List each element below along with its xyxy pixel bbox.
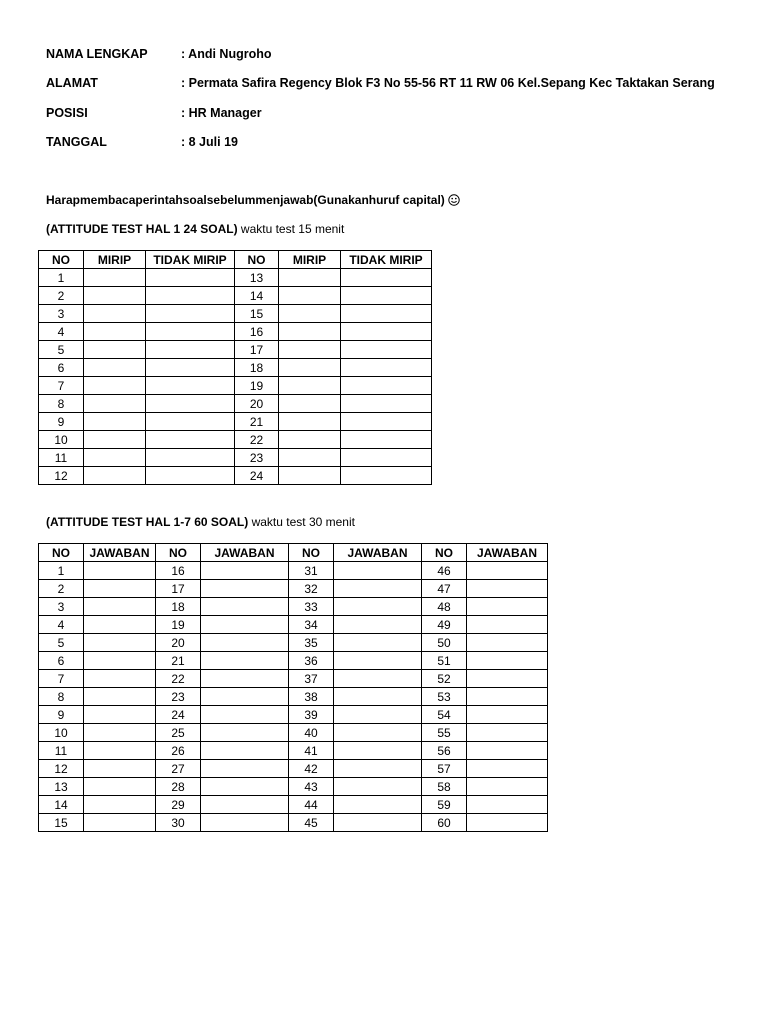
question-number: 18	[235, 359, 279, 377]
mirip-answer-cell[interactable]	[279, 377, 341, 395]
question-number: 1	[39, 269, 84, 287]
question-number: 2	[39, 580, 84, 598]
question-number: 5	[39, 341, 84, 359]
question-number: 40	[289, 724, 334, 742]
question-number: 7	[39, 377, 84, 395]
question-number: 12	[39, 760, 84, 778]
column-header: TIDAK MIRIP	[146, 251, 235, 269]
jawaban-answer-cell[interactable]	[201, 652, 289, 670]
column-header: JAWABAN	[84, 544, 156, 562]
mirip-answer-cell[interactable]	[84, 467, 146, 485]
table-row	[39, 634, 548, 652]
table-row	[39, 341, 432, 359]
jawaban-answer-cell[interactable]	[467, 742, 548, 760]
jawaban-answer-cell[interactable]	[467, 670, 548, 688]
question-number: 16	[235, 323, 279, 341]
jawaban-answer-cell[interactable]	[467, 796, 548, 814]
jawaban-answer-cell[interactable]	[467, 760, 548, 778]
jawaban-answer-cell[interactable]	[467, 562, 548, 580]
question-number: 9	[39, 413, 84, 431]
label-tanggal: TANGGAL	[46, 135, 107, 149]
jawaban-answer-cell[interactable]	[334, 652, 422, 670]
question-number: 60	[422, 814, 467, 832]
jawaban-answer-cell[interactable]	[84, 562, 156, 580]
mirip-answer-cell[interactable]	[279, 323, 341, 341]
question-number: 4	[39, 323, 84, 341]
question-number: 23	[235, 449, 279, 467]
question-number: 28	[156, 778, 201, 796]
column-header: NO	[235, 251, 279, 269]
jawaban-answer-cell[interactable]	[201, 670, 289, 688]
question-number: 5	[39, 634, 84, 652]
table-row	[39, 778, 548, 796]
question-number: 3	[39, 598, 84, 616]
question-number: 21	[156, 652, 201, 670]
table-row	[39, 670, 548, 688]
jawaban-answer-cell[interactable]	[84, 724, 156, 742]
table-row	[39, 287, 432, 305]
jawaban-answer-cell[interactable]	[201, 598, 289, 616]
attitude-test-table-1	[38, 250, 432, 485]
jawaban-answer-cell[interactable]	[84, 742, 156, 760]
jawaban-answer-cell[interactable]	[201, 562, 289, 580]
jawaban-answer-cell[interactable]	[84, 796, 156, 814]
question-number: 38	[289, 688, 334, 706]
tidak-mirip-answer-cell[interactable]	[341, 413, 432, 431]
question-number: 14	[39, 796, 84, 814]
question-number: 11	[39, 742, 84, 760]
question-number: 13	[39, 778, 84, 796]
jawaban-answer-cell[interactable]	[334, 706, 422, 724]
jawaban-answer-cell[interactable]	[334, 796, 422, 814]
jawaban-answer-cell[interactable]	[334, 742, 422, 760]
jawaban-answer-cell[interactable]	[84, 670, 156, 688]
column-header: MIRIP	[279, 251, 341, 269]
column-header: NO	[289, 544, 334, 562]
value-tanggal: : 8 Juli 19	[181, 135, 238, 149]
question-number: 23	[156, 688, 201, 706]
mirip-answer-cell[interactable]	[84, 377, 146, 395]
tidak-mirip-answer-cell[interactable]	[146, 467, 235, 485]
column-header: TIDAK MIRIP	[341, 251, 432, 269]
jawaban-answer-cell[interactable]	[84, 598, 156, 616]
jawaban-answer-cell[interactable]	[334, 562, 422, 580]
question-number: 39	[289, 706, 334, 724]
mirip-answer-cell[interactable]	[84, 323, 146, 341]
table-row	[39, 562, 548, 580]
question-number: 10	[39, 431, 84, 449]
question-number: 48	[422, 598, 467, 616]
question-number: 42	[289, 760, 334, 778]
mirip-answer-cell[interactable]	[279, 359, 341, 377]
question-number: 51	[422, 652, 467, 670]
table-row	[39, 724, 548, 742]
question-number: 21	[235, 413, 279, 431]
smiley-face-icon	[448, 194, 460, 206]
table-row	[39, 598, 548, 616]
column-header: JAWABAN	[201, 544, 289, 562]
jawaban-answer-cell[interactable]	[467, 724, 548, 742]
tidak-mirip-answer-cell[interactable]	[146, 431, 235, 449]
column-header: MIRIP	[84, 251, 146, 269]
question-number: 55	[422, 724, 467, 742]
mirip-answer-cell[interactable]	[279, 431, 341, 449]
question-number: 11	[39, 449, 84, 467]
value-alamat: : Permata Safira Regency Blok F3 No 55-56 RT 11 RW 06 Kel.Sepang Kec Taktakan Serang	[181, 76, 715, 90]
question-number: 26	[156, 742, 201, 760]
mirip-answer-cell[interactable]	[279, 341, 341, 359]
tidak-mirip-answer-cell[interactable]	[341, 269, 432, 287]
tidak-mirip-answer-cell[interactable]	[341, 467, 432, 485]
question-number: 24	[235, 467, 279, 485]
mirip-answer-cell[interactable]	[279, 395, 341, 413]
jawaban-answer-cell[interactable]	[334, 778, 422, 796]
jawaban-answer-cell[interactable]	[84, 634, 156, 652]
question-number: 46	[422, 562, 467, 580]
mirip-answer-cell[interactable]	[84, 305, 146, 323]
tidak-mirip-answer-cell[interactable]	[146, 287, 235, 305]
table-row	[39, 814, 548, 832]
table-row	[39, 323, 432, 341]
jawaban-answer-cell[interactable]	[467, 616, 548, 634]
jawaban-answer-cell[interactable]	[201, 742, 289, 760]
jawaban-answer-cell[interactable]	[84, 814, 156, 832]
jawaban-answer-cell[interactable]	[467, 706, 548, 724]
question-number: 6	[39, 359, 84, 377]
jawaban-answer-cell[interactable]	[201, 706, 289, 724]
question-number: 13	[235, 269, 279, 287]
mirip-answer-cell[interactable]	[84, 269, 146, 287]
question-number: 43	[289, 778, 334, 796]
question-number: 19	[235, 377, 279, 395]
table-row	[39, 395, 432, 413]
table-row	[39, 760, 548, 778]
table-row	[39, 616, 548, 634]
instruction-line	[46, 193, 460, 207]
question-number: 57	[422, 760, 467, 778]
question-number: 34	[289, 616, 334, 634]
jawaban-answer-cell[interactable]	[84, 778, 156, 796]
question-number: 8	[39, 395, 84, 413]
question-number: 6	[39, 652, 84, 670]
mirip-answer-cell[interactable]	[84, 395, 146, 413]
label-alamat: ALAMAT	[46, 76, 98, 90]
mirip-answer-cell[interactable]	[84, 341, 146, 359]
column-header: NO	[39, 251, 84, 269]
test2-caption-title: (ATTITUDE TEST HAL 1-7 60 SOAL)	[46, 515, 249, 529]
value-posisi: : HR Manager	[181, 106, 262, 120]
question-number: 56	[422, 742, 467, 760]
question-number: 17	[156, 580, 201, 598]
jawaban-answer-cell[interactable]	[201, 580, 289, 598]
question-number: 50	[422, 634, 467, 652]
jawaban-answer-cell[interactable]	[201, 634, 289, 652]
table-row	[39, 269, 432, 287]
jawaban-answer-cell[interactable]	[467, 598, 548, 616]
question-number: 9	[39, 706, 84, 724]
table-row	[39, 431, 432, 449]
label-posisi: POSISI	[46, 106, 88, 120]
question-number: 54	[422, 706, 467, 724]
jawaban-answer-cell[interactable]	[334, 616, 422, 634]
tidak-mirip-answer-cell[interactable]	[146, 413, 235, 431]
question-number: 59	[422, 796, 467, 814]
question-number: 14	[235, 287, 279, 305]
jawaban-answer-cell[interactable]	[467, 580, 548, 598]
tidak-mirip-answer-cell[interactable]	[146, 305, 235, 323]
mirip-answer-cell[interactable]	[84, 413, 146, 431]
column-header: NO	[422, 544, 467, 562]
jawaban-answer-cell[interactable]	[201, 796, 289, 814]
tidak-mirip-answer-cell[interactable]	[146, 377, 235, 395]
table-row	[39, 796, 548, 814]
jawaban-answer-cell[interactable]	[467, 814, 548, 832]
jawaban-answer-cell[interactable]	[334, 670, 422, 688]
question-number: 58	[422, 778, 467, 796]
question-number: 32	[289, 580, 334, 598]
question-number: 30	[156, 814, 201, 832]
question-number: 33	[289, 598, 334, 616]
tidak-mirip-answer-cell[interactable]	[146, 359, 235, 377]
mirip-answer-cell[interactable]	[279, 449, 341, 467]
question-number: 15	[39, 814, 84, 832]
question-number: 7	[39, 670, 84, 688]
question-number: 25	[156, 724, 201, 742]
tidak-mirip-answer-cell[interactable]	[341, 305, 432, 323]
table-row	[39, 449, 432, 467]
question-number: 35	[289, 634, 334, 652]
jawaban-answer-cell[interactable]	[84, 616, 156, 634]
tidak-mirip-answer-cell[interactable]	[341, 449, 432, 467]
question-number: 2	[39, 287, 84, 305]
question-number: 36	[289, 652, 334, 670]
test2-caption-time: waktu test 30 menit	[248, 515, 355, 529]
jawaban-answer-cell[interactable]	[201, 688, 289, 706]
table-row	[39, 742, 548, 760]
tidak-mirip-answer-cell[interactable]	[341, 323, 432, 341]
mirip-answer-cell[interactable]	[84, 449, 146, 467]
question-number: 47	[422, 580, 467, 598]
question-number: 27	[156, 760, 201, 778]
question-number: 22	[235, 431, 279, 449]
table-row	[39, 580, 548, 598]
table-header-row	[39, 544, 548, 562]
test1-caption-title: (ATTITUDE TEST HAL 1 24 SOAL)	[46, 222, 238, 236]
question-number: 17	[235, 341, 279, 359]
tidak-mirip-answer-cell[interactable]	[341, 359, 432, 377]
jawaban-answer-cell[interactable]	[84, 760, 156, 778]
question-number: 15	[235, 305, 279, 323]
tidak-mirip-answer-cell[interactable]	[341, 341, 432, 359]
table-row	[39, 305, 432, 323]
table-row	[39, 377, 432, 395]
jawaban-answer-cell[interactable]	[467, 634, 548, 652]
table-row	[39, 652, 548, 670]
tidak-mirip-answer-cell[interactable]	[341, 395, 432, 413]
jawaban-answer-cell[interactable]	[334, 688, 422, 706]
tidak-mirip-answer-cell[interactable]	[341, 431, 432, 449]
tidak-mirip-answer-cell[interactable]	[341, 377, 432, 395]
attitude-test-table-2	[38, 543, 548, 832]
question-number: 24	[156, 706, 201, 724]
jawaban-answer-cell[interactable]	[467, 652, 548, 670]
jawaban-answer-cell[interactable]	[334, 814, 422, 832]
tidak-mirip-answer-cell[interactable]	[146, 449, 235, 467]
question-number: 52	[422, 670, 467, 688]
table-row	[39, 467, 432, 485]
jawaban-answer-cell[interactable]	[201, 724, 289, 742]
jawaban-answer-cell[interactable]	[84, 706, 156, 724]
test2-caption	[46, 515, 355, 529]
question-number: 44	[289, 796, 334, 814]
test1-caption	[46, 222, 344, 236]
jawaban-answer-cell[interactable]	[334, 760, 422, 778]
mirip-answer-cell[interactable]	[279, 467, 341, 485]
table-row	[39, 688, 548, 706]
column-header: JAWABAN	[334, 544, 422, 562]
question-number: 4	[39, 616, 84, 634]
question-number: 12	[39, 467, 84, 485]
column-header: NO	[156, 544, 201, 562]
question-number: 49	[422, 616, 467, 634]
question-number: 10	[39, 724, 84, 742]
jawaban-answer-cell[interactable]	[201, 760, 289, 778]
question-number: 3	[39, 305, 84, 323]
mirip-answer-cell[interactable]	[84, 287, 146, 305]
table-row	[39, 706, 548, 724]
question-number: 45	[289, 814, 334, 832]
mirip-answer-cell[interactable]	[84, 359, 146, 377]
mirip-answer-cell[interactable]	[279, 287, 341, 305]
value-nama-lengkap: : Andi Nugroho	[181, 47, 272, 61]
question-number: 31	[289, 562, 334, 580]
mirip-answer-cell[interactable]	[279, 269, 341, 287]
column-header: JAWABAN	[467, 544, 548, 562]
table-header-row	[39, 251, 432, 269]
question-number: 20	[235, 395, 279, 413]
question-number: 20	[156, 634, 201, 652]
table-row	[39, 359, 432, 377]
question-number: 53	[422, 688, 467, 706]
question-number: 1	[39, 562, 84, 580]
question-number: 37	[289, 670, 334, 688]
jawaban-answer-cell[interactable]	[84, 580, 156, 598]
tidak-mirip-answer-cell[interactable]	[146, 323, 235, 341]
question-number: 41	[289, 742, 334, 760]
test1-caption-time: waktu test 15 menit	[237, 222, 345, 236]
jawaban-answer-cell[interactable]	[201, 778, 289, 796]
question-number: 22	[156, 670, 201, 688]
instruction-text: Harapmembacaperintahsoalsebelummenjawab(Gunakanhuruf capital)	[46, 193, 445, 207]
jawaban-answer-cell[interactable]	[467, 778, 548, 796]
jawaban-answer-cell[interactable]	[467, 688, 548, 706]
jawaban-answer-cell[interactable]	[334, 724, 422, 742]
tidak-mirip-answer-cell[interactable]	[146, 341, 235, 359]
question-number: 29	[156, 796, 201, 814]
jawaban-answer-cell[interactable]	[84, 688, 156, 706]
question-number: 8	[39, 688, 84, 706]
tidak-mirip-answer-cell[interactable]	[146, 269, 235, 287]
jawaban-answer-cell[interactable]	[201, 616, 289, 634]
mirip-answer-cell[interactable]	[84, 431, 146, 449]
column-header: NO	[39, 544, 84, 562]
question-number: 19	[156, 616, 201, 634]
jawaban-answer-cell[interactable]	[334, 598, 422, 616]
jawaban-answer-cell[interactable]	[334, 634, 422, 652]
question-number: 18	[156, 598, 201, 616]
tidak-mirip-answer-cell[interactable]	[146, 395, 235, 413]
question-number: 16	[156, 562, 201, 580]
mirip-answer-cell[interactable]	[279, 413, 341, 431]
jawaban-answer-cell[interactable]	[84, 652, 156, 670]
tidak-mirip-answer-cell[interactable]	[341, 287, 432, 305]
jawaban-answer-cell[interactable]	[201, 814, 289, 832]
jawaban-answer-cell[interactable]	[334, 580, 422, 598]
table-row	[39, 413, 432, 431]
label-nama-lengkap: NAMA LENGKAP	[46, 47, 148, 61]
mirip-answer-cell[interactable]	[279, 305, 341, 323]
